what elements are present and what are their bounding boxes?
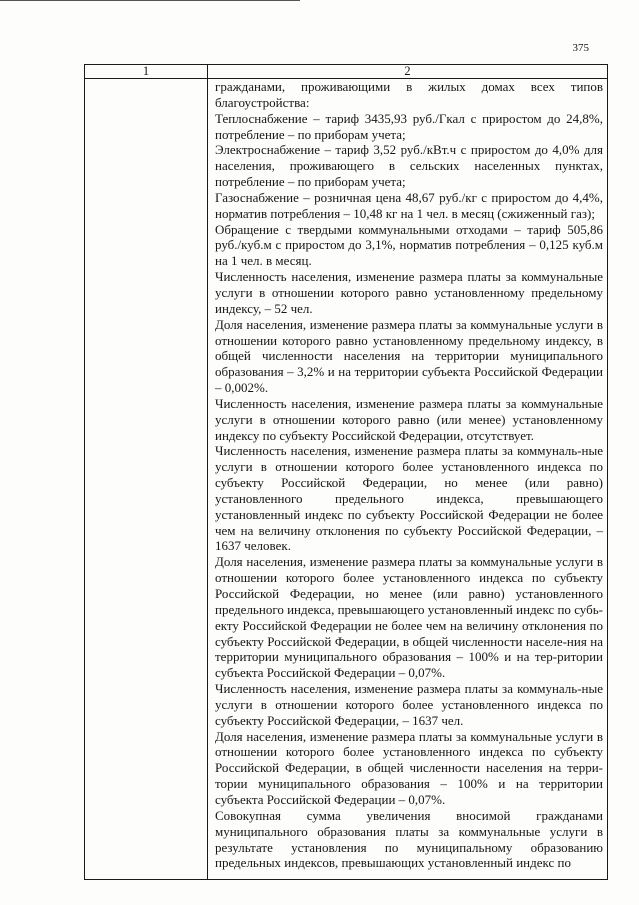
paragraph-population-above-index: Численность населения, изменение размера платы за коммуналь-ные услуги в отношении которого более установленного индекса по субъекту Российской Федерации, но менее (или равно) установленного предельного индекса, превышающего установленный индекс по субъекту Российской Федерации не более чем на величину отклонения по субъекту Российской Федерации, – 1637 человек. <box>215 443 603 554</box>
table-header-row <box>85 65 608 79</box>
paragraph-electricity: Электроснабжение – тариф 3,52 руб./кВт.ч с приростом до 4,0% для населения, проживающего в сельских населенных пунктах, потребление – по приборам учета; <box>215 142 603 190</box>
paragraph-population-equal-limit: Численность населения, изменение размера платы за коммунальные услуги в отношении которого равно установленному предельному индексу, – 52 чел. <box>215 269 603 316</box>
empty-column-cell <box>85 79 208 880</box>
column-header-1: 1 <box>85 65 208 79</box>
column-header-2: 2 <box>208 65 608 79</box>
paragraph-solid-waste: Обращение с твердыми коммунальными отходами – тариф 505,86 руб./куб.м с приростом до 3,1%, норматив потребления – 0,125 куб.м на 1 чел. в месяц. <box>215 221 603 269</box>
content-cell <box>208 79 608 880</box>
paragraph-population-below-index: Численность населения, изменение размера платы за коммунальные услуги в отношении которого равно (или менее) установленному индексу по субъекту Российской Федерации, отсутствует. <box>215 395 603 443</box>
content-text <box>208 79 607 871</box>
paragraph-total-increase: Совокупная сумма увеличения вносимой гражданами муниципального образования платы за коммунальные услуги в результате установления по муниципальному образованию предельных индексов, превышающих установленный индекс по <box>215 807 603 871</box>
document-table <box>84 64 608 880</box>
paragraph-share-equal-limit: Доля населения, изменение размера платы за коммунальные услуги в отношении которого равно установленному предельному индексу, в общей численности населения на территории муниципального образования – 3,2% и на территории субъекта Российской Федерации – 0,002%. <box>215 316 603 396</box>
paragraph-population-exceeding: Численность населения, изменение размера платы за коммуналь-ные услуги в отношении которого более установленного индекса по субъекту Российской Федерации, – 1637 чел. <box>215 681 603 728</box>
paragraph-gas-supply: Газоснабжение – розничная цена 48,67 руб./кг с приростом до 4,4%, норматив потребления – 10,48 кг на 1 чел. в месяц (сжиженный газ); <box>215 189 603 221</box>
page-number: 375 <box>572 42 589 54</box>
paragraph-housing-types: гражданами, проживающими в жилых домах всех типов благоустройства: <box>215 79 603 110</box>
top-border-line <box>0 0 300 1</box>
paragraph-share-above-index: Доля населения, изменение размера платы за коммунальные услуги в отношении которого более установленного индекса по субъекту Российской Федерации, но менее (или равно) установленного предельного индекса, превышающего установленный индекс по субь-екту Российской Федерации не более чем на величину отклонения по субъекту Российской Федерации, в общей численности населе-ния на территории муниципального образования – 100% и на тер-ритории субъекта Российской Федерации – 0,07%. <box>215 554 603 681</box>
table-row <box>85 79 608 880</box>
paragraph-share-exceeding: Доля населения, изменение размера платы за коммунальные услуги в отношении которого более установленного индекса по субъекту Российской Федерации, в общей численности населения на терри-тории муниципального образования – 100% и на территории субъекта Российской Федерации – 0,07%. <box>215 728 603 807</box>
paragraph-heat-supply: Теплоснабжение – тариф 3435,93 руб./Гкал с приростом до 24,8%, потребление – по приборам учета; <box>215 110 603 142</box>
